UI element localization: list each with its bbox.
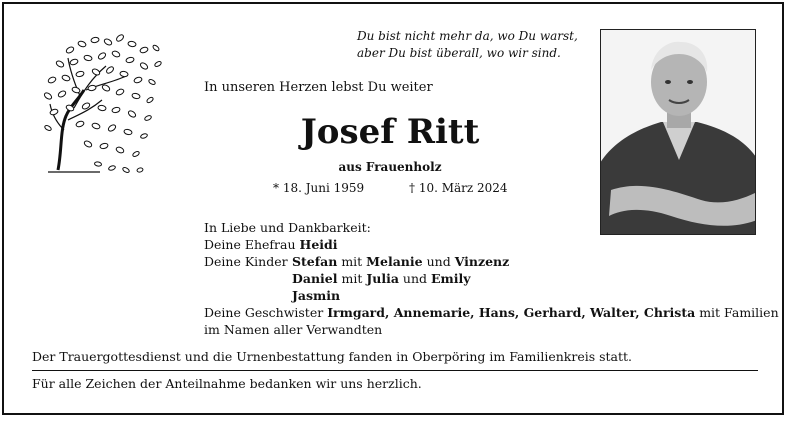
child-2-and: und (402, 271, 428, 286)
intro-text: In unseren Herzen lebst Du weiter (204, 80, 433, 95)
family-row-child-2 (204, 270, 779, 287)
quote-line-1: Du bist nicht mehr da, wo Du warst, (357, 29, 578, 43)
wife-name: Heidi (299, 237, 338, 252)
birth-date: * 18. Juni 1959 (273, 181, 365, 195)
quote-line-2: aber Du bist überall, wo wir sind. (357, 46, 561, 60)
child-1-kid: Vinzenz (454, 254, 510, 269)
child-2: Daniel (292, 271, 338, 286)
relatives-line: im Namen aller Verwandten (204, 322, 383, 337)
service-text: Der Trauergottesdienst und die Urnenbestattung fanden in Oberpöring im Familienkreis statt. (32, 349, 633, 364)
family-row-wife (204, 236, 779, 253)
child-1-partner: Melanie (366, 254, 423, 269)
portrait-silhouette-icon (601, 30, 756, 235)
death-date: † 10. März 2024 (409, 181, 508, 195)
child-1-and: und (426, 254, 451, 269)
child-3: Jasmin (292, 288, 341, 303)
child-1-with: mit (341, 254, 363, 269)
divider-line (32, 370, 758, 371)
siblings-names: Irmgard, Annemarie, Hans, Gerhard, Walter, Christa (327, 305, 696, 320)
child-2-with: mit (341, 271, 363, 286)
thanks-text: Für alle Zeichen der Anteilnahme bedanken wir uns herzlich. (32, 376, 422, 391)
portrait-photo (600, 29, 756, 235)
family-row-child-3 (204, 287, 779, 304)
family-row-siblings (204, 304, 779, 321)
children-label: Deine Kinder (204, 254, 288, 269)
siblings-label: Deine Geschwister (204, 305, 324, 320)
family-list (204, 219, 779, 338)
deceased-origin: aus Frauenholz (338, 160, 442, 174)
wife-label: Deine Ehefrau (204, 237, 296, 252)
siblings-suffix: mit Familien (699, 305, 779, 320)
tree-icon (40, 30, 165, 178)
child-2-partner: Julia (366, 271, 399, 286)
family-row-children (204, 253, 779, 270)
child-2-kid: Emily (431, 271, 471, 286)
deceased-name: Josef Ritt (300, 112, 480, 152)
quote (357, 28, 578, 62)
family-heading: In Liebe und Dankbarkeit: (204, 220, 371, 235)
child-1: Stefan (292, 254, 338, 269)
